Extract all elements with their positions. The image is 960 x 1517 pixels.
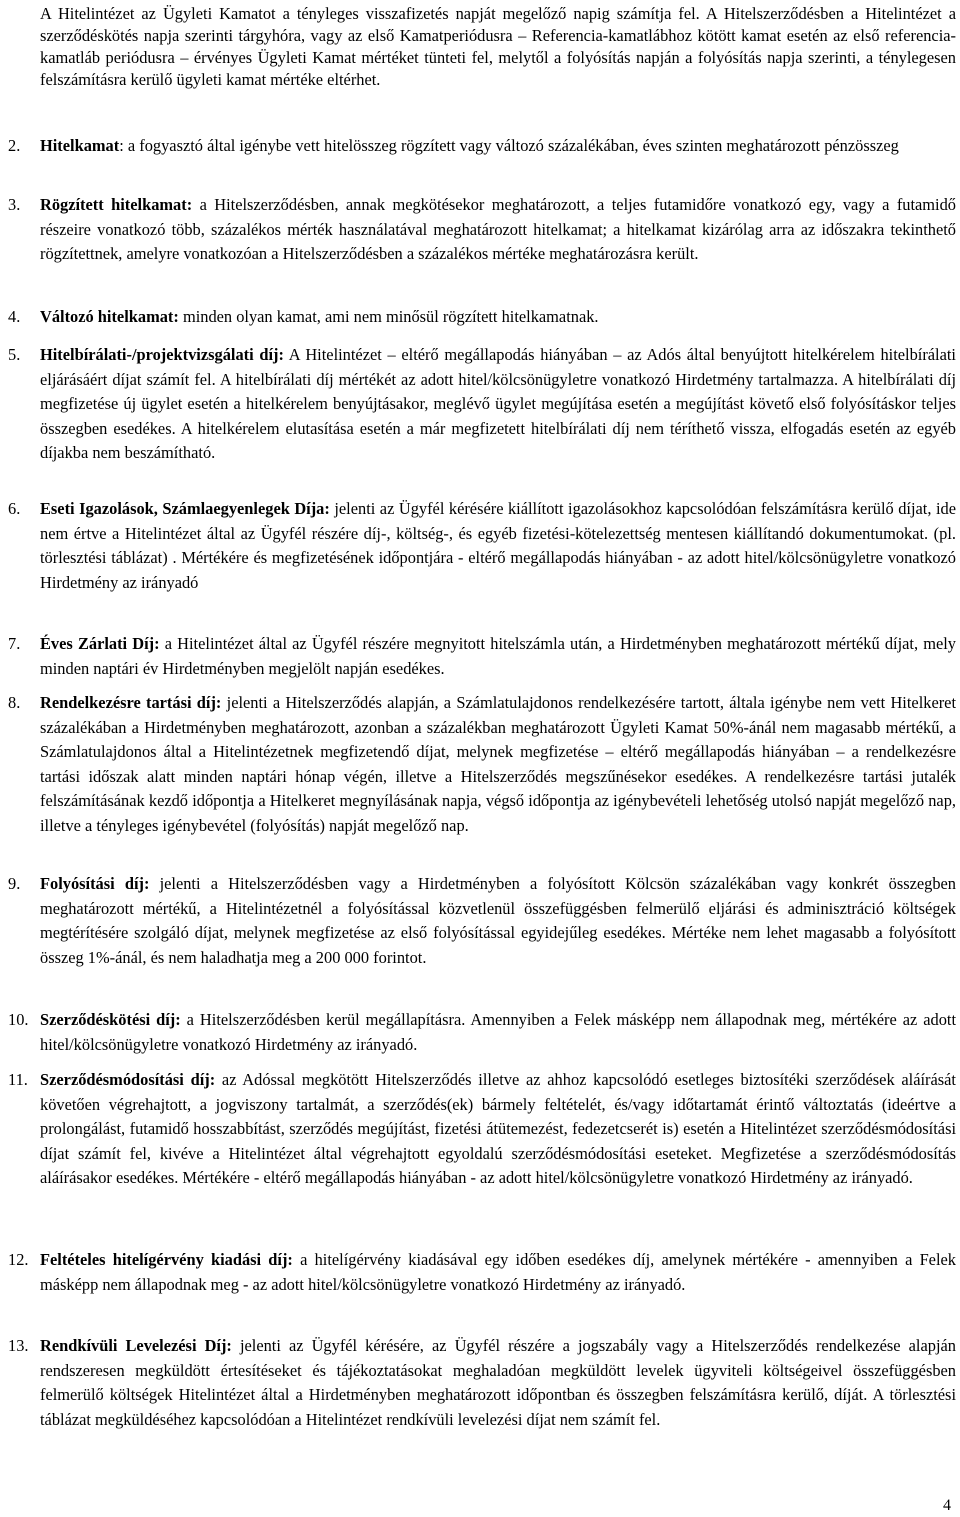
item-number: 4. (8, 307, 21, 326)
item-term-separator: : (119, 136, 124, 155)
item-term: Éves Zárlati Díj: (40, 634, 160, 653)
item-term: Szerződésmódosítási díj: (40, 1070, 216, 1089)
item-text (40, 305, 956, 330)
list-item-13 (8, 1334, 956, 1432)
intro-paragraph: A Hitelintézet az Ügyleti Kamatot a tényleges visszafizetés napját megelőző napig számítja fel. A Hitelszerződésben a Hitelintézet a szerződéskötés napja szerinti tárgyhóra, vagy az első Kamatperiódusra – Referencia-kamatlábhoz kötött kamat esetén az első referencia-kamatláb periódusra – érvényes Ügyleti Kamat mértéket tünteti fel, melytől a folyósítás napján a folyósítás napja szerinti, a ténylegesen felszámításra kerülő ügyleti kamat mértéke eltérhet. (40, 4, 956, 89)
item-body: a fogyasztó által igénybe vett hitelösszeg rögzített vagy változó százalékában, éves szinten meghatározott pénzösszeg (123, 136, 899, 155)
list-item-12 (8, 1248, 956, 1297)
list-item-2 (8, 134, 956, 157)
item-term: Szerződéskötési díj: (40, 1010, 181, 1029)
item-body: a hitelígérvény kiadásával egy időben esedékes díj, amelynek mértékére - amennyiben a Felek másképp nem állapodnak meg - az adott hitel/kölcsönügyletre vonatkozó Hirdetmény az irányadó. (40, 1250, 956, 1294)
list-item-4 (8, 305, 956, 330)
item-number: 8. (8, 693, 21, 712)
item-number: 3. (8, 195, 21, 214)
page-number: 4 (943, 1497, 951, 1514)
item-text (40, 632, 956, 681)
item-body: A Hitelintézet – eltérő megállapodás hiányában – az Adós által benyújtott hitelkérelem hitelbírálati eljárásáért díjat számít fel. A hitelbírálati díj mértékét az adott hitel/kölcsönügyletre vonatkozó Hirdetmény tartalmazza. A hitelbírálati díj megfizetése új ügylet esetén a hitelkérelem benyújtásakor, meglévő ügylet megújítása esetén a megújítást követő első folyósításkor teljes összegben esedékes. A hitelkérelem elutasítása esetén a már megfizetett hitelbírálati díj nem téríthető vissza, elfogadás esetén az egyéb díjakba nem beszámítható. (40, 345, 956, 462)
item-body: jelenti az Ügyfél kérésére, az Ügyfél részére a jogszabály vagy a Hitelszerződés rendelkezése alapján rendszeresen megküldött értesítéseket és tájékoztatásokat meghaladóan megküldött levelek ügyviteli költségeivel összefüggésben felmerülő költségek Hitelintézet által a Hirdetményben meghatározott időpontban és összegben felszámításra kerülő, díját. A törlesztési táblázat megküldéséhez kapcsolódóan a Hitelintézet rendkívüli levelezési díjat nem számít fel. (40, 1336, 956, 1429)
item-body: minden olyan kamat, ami nem minősül rögzített hitelkamatnak. (178, 307, 599, 326)
list-item-10 (8, 1008, 956, 1057)
item-number: 11. (8, 1070, 28, 1089)
item-number: 7. (8, 634, 21, 653)
item-number: 10. (8, 1010, 29, 1029)
item-number: 5. (8, 345, 21, 364)
list-item-9 (8, 872, 956, 970)
list-item-5 (8, 343, 956, 466)
item-number: 13. (8, 1336, 29, 1355)
item-text (40, 343, 956, 466)
item-term: Feltételes hitelígérvény kiadási díj: (40, 1250, 293, 1269)
item-text (40, 193, 956, 267)
item-term: Eseti Igazolások, Számlaegyenlegek Díja: (40, 499, 330, 518)
item-text (40, 134, 956, 157)
list-item-8 (8, 691, 956, 838)
item-term: Folyósítási díj: (40, 874, 150, 893)
item-body: a Hitelszerződésben, annak megkötésekor meghatározott, a teljes futamidőre vonatkozó egy, vagy a futamidő részeire vonatkozó több, százalékos mérték használatával meghatározott hitelkamat; a hitelkamat kizárólag arra az időszakra tekinthető rögzítettnek, amelyre vonatkozóan a Hitelszerződésben a százalékos mértéke meghatározásra került. (40, 195, 956, 263)
item-body: az Adóssal megkötött Hitelszerződés illetve az ahhoz kapcsolódó esetleges biztosítéki szerződések aláírását követően végrehajtott, a jogviszony tartalmát, a szerződés(ek) bármely feltételét, és/vagy időtartamát érintő változtatás (ideértve a prolongálást, futamidő hosszabbítást, szerződés megújítást, fizetési átütemezést, fedezetcserét is) esetén a Hitelintézet szerződésmódosítási díjat számít fel, kivéve a Hitelintézet által végrehajtott egyoldalú szerződésmódosítási eseteket. Megfizetése a szerződésmódosítás aláírásakor esedékes. Mértékére - eltérő megállapodás hiányában - az adott hitel/kölcsönügyletre vonatkozó Hirdetmény az irányadó. (40, 1070, 956, 1187)
list-item-7 (8, 632, 956, 681)
item-text (40, 497, 956, 595)
item-body: a Hitelszerződésben kerül megállapításra. Amennyiben a Felek másképp nem állapodnak meg, mértékére az adott hitel/kölcsönügyletre vonatkozó Hirdetmény az irányadó. (40, 1010, 956, 1054)
list-item-3 (8, 193, 956, 267)
item-text (40, 1248, 956, 1297)
item-text (40, 1008, 956, 1057)
list-item-11 (8, 1068, 956, 1191)
list-item-6 (8, 497, 956, 595)
item-text (40, 691, 956, 838)
item-number: 2. (8, 136, 21, 155)
item-number: 6. (8, 499, 21, 518)
item-body: jelenti az Ügyfél kérésére kiállított igazolásokhoz kapcsolódóan felszámításra kerülő díjat, ide nem értve a Hitelintézet által az Ügyfél részére díj-, költség-, és egyéb fizetési-kötelezettség mentesen kiállítandó dokumentumokat. (pl. törlesztési táblázat) . Mértékére és megfizetésének időpontjára - eltérő megállapodás hiányában - az adott hitel/kölcsönügyletre vonatkozó Hirdetmény az irányadó (40, 499, 956, 592)
item-number: 9. (8, 874, 21, 893)
item-term: Hitelkamat (40, 136, 120, 155)
item-term: Hitelbírálati-/projektvizsgálati díj: (40, 345, 284, 364)
item-body: a Hitelintézet által az Ügyfél részére megnyitott hitelszámla után, a Hirdetményben meghatározott mértékű díjat, mely minden naptári év Hirdetményben megjelölt napján esedékes. (40, 634, 956, 678)
item-term: Változó hitelkamat: (40, 307, 179, 326)
item-number: 12. (8, 1250, 29, 1269)
item-term: Rendkívüli Levelezési Díj: (40, 1336, 232, 1355)
item-term: Rögzített hitelkamat: (40, 195, 193, 214)
item-body: jelenti a Hitelszerződés alapján, a Számlatulajdonos rendelkezésére tartott, általa igénybe nem vett Hitelkeret százalékában a Hirdetményben meghatározott, azonban a százalékban meghatározott Ügyleti Kamat 50%-ánál nem magasabb mértékű, a Számlatulajdonos által a Hitelintézetnek megfizetendő díjat, melynek megfizetése – eltérő megállapodás hiányában – a rendelkezésre tartási időszak alatt minden naptári hónap végén, illetve a Hitelszerződés megszűnésekor esedékes. A rendelkezésre tartási jutalék felszámításának kezdő időpontja a Hitelkeret megnyílásának napja, végső időpontja az igénybevételi lehetőség utolsó napját megelőző nap, illetve a tényleges igénybevétel (folyósítás) napját megelőző nap. (40, 693, 957, 835)
item-body: jelenti a Hitelszerződésben vagy a Hirdetményben a folyósított Kölcsön százalékában vagy konkrét összegben meghatározott mértékű, a Hitelintézetnél a folyósítással közvetlenül összefüggésben felmerülő eljárási és adminisztráció költségek megtérítésére szolgáló díjat, melynek megfizetése az első folyósítással egyidejűleg esedékes. Mértéke nem lehet magasabb a folyósított összeg 1%-ánál, és nem haladhatja meg a 200 000 forintot. (40, 874, 956, 967)
item-text (40, 1068, 956, 1191)
item-text (40, 1334, 956, 1432)
item-term: Rendelkezésre tartási díj: (40, 693, 222, 712)
item-text (40, 872, 956, 970)
